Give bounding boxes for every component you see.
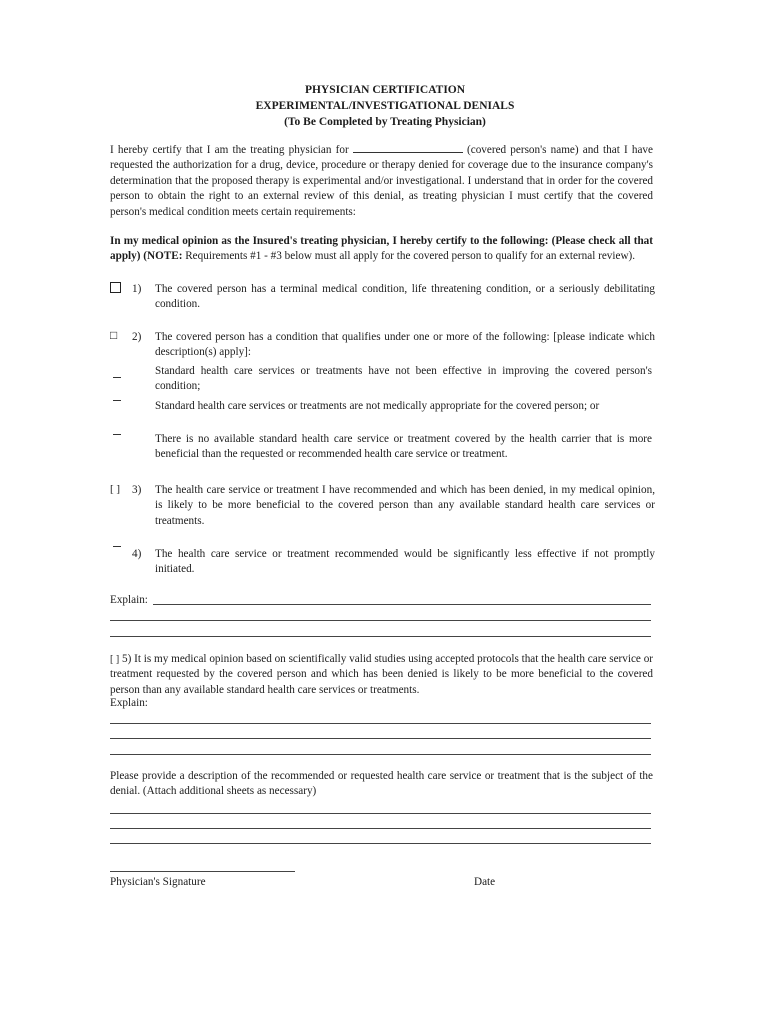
requirement-4 (110, 547, 655, 579)
requirement-5-text: It is my medical opinion based on scientifically valid studies using accepted protocols that the health care service or treatment requested by the covered person and which has been denied is likely to be more beneficial to the covered person than any available standard health care services or treatments. (110, 653, 654, 696)
intro-paragraph (110, 142, 653, 220)
description-line-2[interactable] (110, 828, 651, 829)
explain-2-line-3[interactable] (110, 754, 651, 755)
explain-1-line-1[interactable] (153, 604, 651, 605)
requirement-3-checkbox[interactable]: [ ] (110, 483, 121, 495)
form-subtitle: EXPERIMENTAL/INVESTIGATIONAL DENIALS (255, 100, 515, 112)
description-instruction: Please provide a description of the recommended or requested health care service or treatment that is the subject of the denial. (Attach additional sheets as necessary) (110, 770, 653, 798)
requirement-1-number: 1) (132, 283, 142, 295)
requirement-2-checkbox[interactable]: □ (110, 328, 118, 342)
requirement-5-number: 5) (121, 653, 132, 665)
explain-2-line-2[interactable] (110, 738, 651, 739)
form-title: PHYSICIAN CERTIFICATION (304, 84, 466, 96)
date-label: Date (474, 876, 496, 888)
explain-label-1: Explain: (110, 594, 148, 606)
covered-person-name-field[interactable] (353, 142, 463, 153)
subitem-c-text: There is no available standard health care service or treatment covered by the health carrier that is more beneficial than the requested or recommended health care service or treatment. (155, 433, 652, 461)
requirement-2 (110, 330, 655, 362)
explain-label-2: Explain: (110, 697, 148, 709)
description-line-1[interactable] (110, 813, 651, 814)
note-text: Requirements #1 - #3 below must all apply for the covered person to qualify for an external review). (185, 250, 636, 263)
requirement-5-checkbox[interactable]: [ ] (110, 654, 120, 665)
requirement-5 (110, 652, 653, 698)
requirement-1-checkbox[interactable] (110, 282, 121, 297)
subitem-c-checkbox[interactable] (113, 434, 121, 435)
requirement-2-number: 2) (132, 331, 142, 343)
subitem-b-text: Standard health care services or treatments are not medically appropriate for the covered person; or (155, 400, 600, 412)
explain-1-line-3[interactable] (110, 636, 651, 637)
subitem-a-checkbox[interactable] (113, 377, 121, 378)
signature-line[interactable] (110, 871, 295, 872)
note-label: (NOTE: (143, 250, 183, 263)
signature-label: Physician's Signature (110, 876, 206, 888)
opinion-paragraph (110, 234, 653, 265)
requirement-4-text: The health care service or treatment recommended would be significantly less effective if not promptly initiated. (155, 548, 655, 576)
requirement-4-number: 4) (132, 548, 142, 560)
requirement-3-text: The health care service or treatment I have recommended and which has been denied, in my medical opinion, is likely to be more beneficial to the covered person than any available standard health care services or treatments. (155, 484, 655, 527)
explain-1-line-2[interactable] (110, 620, 651, 621)
requirement-3 (110, 483, 655, 531)
subitem-b-checkbox[interactable] (113, 400, 121, 401)
opinion-heading: In my medical opinion as the Insured's treating physician, I hereby certify to the following: (110, 235, 549, 247)
description-line-3[interactable] (110, 843, 651, 844)
requirement-1-text: The covered person has a terminal medical condition, life threatening condition, or a seriously debilitating condition. (155, 283, 655, 311)
subitem-a-text: Standard health care services or treatments have not been effective in improving the covered person's condition; (155, 365, 652, 393)
intro-text-rest: (covered person's name) and that I have requested the authorization for a drug, device, procedure or therapy denied for coverage due to the insurance company's determination that the proposed therapy is experimental and/or investigational. I understand that in order for the covered person to obtain the right to an external review of this denial, as treating physician I must certify that the covered person's medical condition meets certain requirements: (110, 144, 653, 218)
form-instruction: (To Be Completed by Treating Physician) (284, 116, 486, 128)
requirement-1 (110, 282, 655, 314)
requirement-2-text: The covered person has a condition that qualifies under one or more of the following: [please indicate which description(s) apply]: (155, 331, 655, 359)
check-all-label: (Please check all that apply) (110, 235, 653, 263)
form-header (0, 82, 770, 130)
intro-text-start: I hereby certify that I am the treating physician for (110, 144, 349, 156)
requirement-3-number: 3) (132, 484, 142, 496)
explain-2-line-1[interactable] (110, 723, 651, 724)
